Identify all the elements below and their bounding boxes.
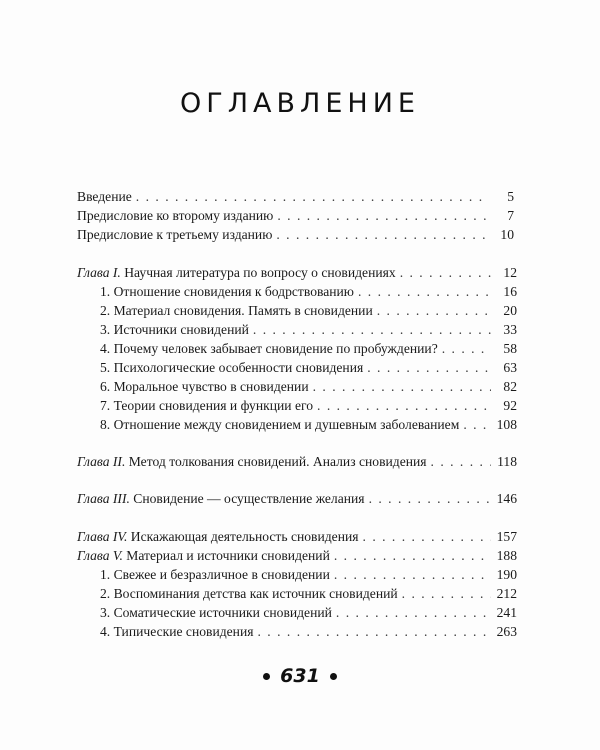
toc-entry-page: 118 [497, 454, 517, 469]
toc-entry-page: 157 [496, 529, 517, 544]
toc-title: ОГЛАВЛЕНИЕ [180, 88, 420, 119]
toc-entry-section[interactable] [100, 359, 517, 377]
toc-entry-preface-third[interactable] [77, 226, 514, 244]
toc-entry-page: 263 [496, 624, 517, 639]
leader-dots [334, 566, 491, 584]
ornament-dot [330, 673, 337, 680]
toc-entry-label: 3. Соматические источники сновидений [100, 605, 332, 620]
toc-entry-page: 20 [503, 303, 517, 318]
toc-entry-page: 63 [503, 360, 517, 375]
toc-entry-section[interactable] [100, 566, 517, 584]
leader-dots [431, 453, 491, 471]
toc-entry-page: 188 [496, 548, 517, 563]
toc-entry-page: 92 [503, 398, 517, 413]
toc-entry-label: Научная литература по вопросу о сновидениях [124, 265, 396, 280]
toc-entry-label: Метод толкования сновидений. Анализ сновидения [128, 454, 427, 469]
toc-entry-page: 82 [503, 379, 517, 394]
toc-entry-preface-second[interactable] [77, 207, 514, 225]
chapter-prefix: Глава V. [77, 548, 123, 563]
toc-entry-label: 4. Типические сновидения [100, 624, 254, 639]
toc-entry-section[interactable] [100, 321, 517, 339]
chapter-prefix: Глава II. [77, 454, 126, 469]
leader-dots [367, 359, 491, 377]
leader-dots [276, 226, 488, 244]
toc-entry-section[interactable] [100, 585, 517, 603]
toc-entry-label: 5. Психологические особенности сновидения [100, 360, 364, 375]
page-number-value: 631 [280, 665, 320, 687]
leader-dots [277, 207, 488, 225]
toc-entry-section[interactable] [100, 623, 517, 641]
leader-dots [334, 547, 491, 565]
toc-entry-label: 4. Почему человек забывает сновидение по пробуждении? [100, 341, 438, 356]
toc-entry-label: 3. Источники сновидений [100, 322, 249, 337]
leader-dots [442, 340, 491, 358]
toc-entry-chapter-3[interactable] [77, 490, 517, 508]
toc-entry-label: 7. Теории сновидения и функции его [100, 398, 314, 413]
toc-entry-page: 16 [503, 284, 517, 299]
toc-entry-page: 108 [496, 417, 517, 432]
chapter-prefix: Глава I. [77, 265, 121, 280]
toc-entry-section[interactable] [100, 604, 517, 622]
chapter-prefix: Глава III. [77, 491, 130, 506]
leader-dots [253, 321, 491, 339]
toc-entry-page: 212 [496, 586, 517, 601]
toc-entry-page: 12 [503, 265, 517, 280]
leader-dots [258, 623, 492, 641]
leader-dots [377, 302, 491, 320]
leader-dots [363, 528, 491, 546]
leader-dots [313, 378, 491, 396]
toc-entry-chapter-5[interactable] [77, 547, 517, 565]
toc-entry-page: 33 [503, 322, 517, 337]
toc-entry-page: 146 [496, 491, 517, 506]
ornament-dot [263, 673, 270, 680]
toc-entry-page: 10 [500, 227, 514, 242]
toc-entry-section[interactable] [100, 378, 517, 396]
toc-entry-page: 241 [496, 605, 517, 620]
toc-entry-section[interactable] [100, 283, 517, 301]
toc-entry-label: 1. Свежее и безразличное в сновидении [100, 567, 330, 582]
toc-entry-label: 1. Отношение сновидения к бодрствованию [100, 284, 354, 299]
toc-entry-section[interactable] [100, 397, 517, 415]
toc-entry-label: Материал и источники сновидений [126, 548, 330, 563]
toc-entry-page: 5 [507, 189, 514, 204]
toc-entry-section[interactable] [100, 302, 517, 320]
leader-dots [400, 264, 491, 282]
leader-dots [463, 416, 491, 434]
leader-dots [336, 604, 491, 622]
toc-entry-page: 190 [496, 567, 517, 582]
toc-entry-label: Искажающая деятельность сновидения [130, 529, 359, 544]
toc-entry-label: Предисловие к третьему изданию [77, 227, 273, 242]
leader-dots [358, 283, 491, 301]
toc-entry-chapter-1[interactable] [77, 264, 517, 282]
toc-entry-label: 6. Моральное чувство в сновидении [100, 379, 309, 394]
toc-entry-section[interactable] [100, 416, 517, 434]
toc-entry-label: Предисловие ко второму изданию [77, 208, 274, 223]
toc-entry-chapter-2[interactable] [77, 453, 517, 471]
toc-entry-label: Сновидение — осуществление желания [133, 491, 365, 506]
leader-dots [402, 585, 491, 603]
toc-entry-page: 58 [503, 341, 517, 356]
chapter-prefix: Глава IV. [77, 529, 128, 544]
toc-entry-section[interactable] [100, 340, 517, 358]
toc-entry-page: 7 [507, 208, 514, 223]
leader-dots [317, 397, 491, 415]
toc-entry-introduction[interactable] [77, 188, 514, 206]
toc-entry-label: 2. Воспоминания детства как источник сновидений [100, 586, 398, 601]
toc-entry-chapter-4[interactable] [77, 528, 517, 546]
toc-entry-label: Введение [77, 189, 132, 204]
toc-entry-label: 8. Отношение между сновидением и душевным заболеванием [100, 417, 460, 432]
leader-dots [136, 188, 488, 206]
page-number [0, 665, 600, 687]
toc-entry-label: 2. Материал сновидения. Память в сновидении [100, 303, 373, 318]
leader-dots [369, 490, 491, 508]
